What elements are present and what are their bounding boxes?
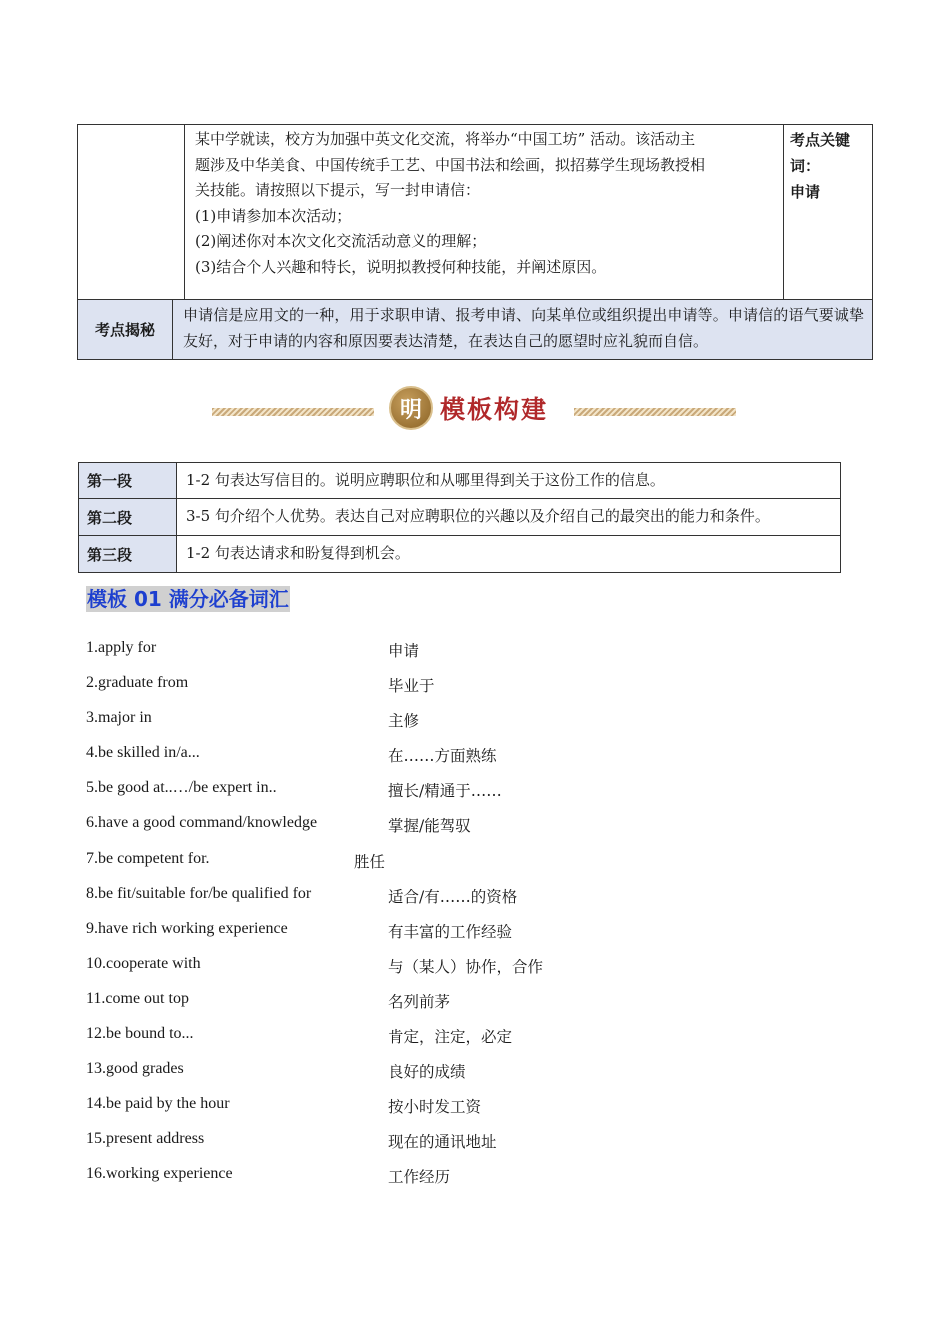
banner-right-stripe (574, 408, 736, 416)
banner-badge: 明 (389, 386, 433, 430)
vocab-english: 9.have rich working experience (86, 919, 288, 937)
vocab-list (86, 633, 686, 1195)
vocab-chinese: 按小时发工资 (388, 1098, 482, 1117)
vocab-item (86, 668, 686, 703)
vocab-english: 7.be competent for. (86, 849, 210, 867)
vocab-chinese: 申请 (388, 642, 420, 660)
vocab-item (86, 879, 686, 914)
vocab-item (86, 1159, 686, 1194)
vocab-chinese: 毕业于 (388, 677, 435, 696)
vocab-item (86, 1089, 686, 1124)
vocab-english: 1.apply for (86, 639, 157, 656)
kaodian-text: 申请信是应用文的一种，用于求职申请、报考申请、向某单位或组织提出申请等。申请信的语气要诚挚友好，对于申请的内容和原因要表达清楚，在表达自己的愿望时应礼貌而自信。 (172, 299, 873, 360)
vocab-chinese: 适合/有……的资格 (388, 887, 518, 906)
vocab-english: 16.working experience (86, 1165, 233, 1183)
vocab-english: 14.be paid by the hour (86, 1095, 230, 1113)
vocab-item (86, 914, 686, 949)
vocab-item (86, 703, 686, 738)
paragraph-text: 1-2 句表达写信目的。说明应聘职位和从哪里得到关于这份工作的信息。 (186, 471, 665, 489)
vocab-english: 3.major in (86, 709, 152, 727)
prompt-line: 题涉及中华美食、中国传统手工艺、中国书法和绘画，拟招募学生现场教授相 (195, 155, 706, 174)
banner-title: 模板构建 (440, 395, 549, 424)
vocab-english: 13.good grades (86, 1060, 184, 1078)
paragraph-label: 第三段 (79, 536, 177, 572)
vocab-chinese: 掌握/能驾驭 (388, 817, 471, 836)
keyword-value: 申请 (790, 183, 821, 201)
vocab-chinese: 名列前茅 (388, 992, 451, 1011)
vocab-chinese: 胜任 (354, 852, 386, 871)
prompt-requirement-2: (2)阐述你对本次文化交流活动意义的理解； (195, 232, 487, 250)
vocab-item (86, 738, 686, 773)
vocab-item (86, 984, 686, 1019)
prompt-line: 关技能。请按照以下提示，写一封申请信： (195, 181, 481, 199)
section-heading: 模板 01 满分必备词汇 (87, 587, 289, 611)
vocab-item (86, 633, 686, 668)
vocab-english: 2.graduate from (86, 674, 189, 692)
keyword-label: 考点关键词： (790, 131, 851, 175)
vocab-chinese: 现在的通讯地址 (388, 1133, 497, 1152)
vocab-english: 4.be skilled in/a... (86, 744, 200, 762)
template-banner (212, 384, 738, 434)
vocab-chinese: 良好的成绩 (388, 1063, 466, 1082)
paragraph-label: 第二段 (79, 499, 177, 535)
prompt-empty-cell (77, 124, 185, 300)
vocab-item (86, 949, 686, 984)
vocab-english: 15.present address (86, 1130, 205, 1148)
prompt-line: 某中学就读，校方为加强中英文化交流，将举办“中国工坊” 活动。该活动主 (195, 130, 696, 148)
vocab-chinese: 擅长/精通于…… (388, 782, 502, 801)
vocab-chinese: 工作经历 (388, 1168, 451, 1187)
vocab-chinese: 在……方面熟练 (388, 747, 497, 766)
vocab-item (86, 1054, 686, 1089)
paragraph-label: 第一段 (79, 463, 177, 498)
prompt-requirement-3: (3)结合个人兴趣和特长，说明拟教授何种技能，并阐述原因。 (195, 257, 607, 276)
vocab-chinese: 与（某人）协作，合作 (388, 957, 544, 976)
keyword-cell (783, 124, 873, 300)
prompt-text-cell (184, 124, 784, 300)
paragraph-row (78, 462, 841, 499)
vocab-english: 8.be fit/suitable for/be qualified for (86, 884, 312, 902)
paragraph-row (78, 499, 841, 536)
paragraph-table (78, 462, 841, 573)
paragraph-text: 1-2 句表达请求和盼复得到机会。 (186, 544, 410, 562)
vocab-english: 11.come out top (86, 989, 189, 1007)
vocab-english: 10.cooperate with (86, 954, 201, 972)
vocab-item (86, 844, 686, 879)
vocab-english: 12.be bound to... (86, 1025, 194, 1043)
vocab-chinese: 有丰富的工作经验 (388, 922, 513, 941)
paragraph-row (78, 536, 841, 573)
banner-left-stripe (212, 408, 374, 416)
vocab-chinese: 肯定，注定，必定 (388, 1028, 513, 1047)
vocab-chinese: 主修 (388, 712, 420, 731)
paragraph-text: 3-5 句介绍个人优势。表达自己对应聘职位的兴趣以及介绍自己的最突出的能力和条件。 (186, 507, 770, 525)
vocab-item (86, 808, 686, 843)
vocab-english: 5.be good at..…/be expert in.. (86, 779, 277, 797)
vocab-item (86, 1124, 686, 1159)
vocab-item (86, 773, 686, 808)
prompt-table (77, 124, 873, 360)
vocab-item (86, 1019, 686, 1054)
kaodian-label: 考点揭秘 (77, 299, 173, 360)
vocab-english: 6.have a good command/knowledge (86, 814, 318, 832)
prompt-requirement-1: (1)申请参加本次活动； (195, 206, 352, 225)
